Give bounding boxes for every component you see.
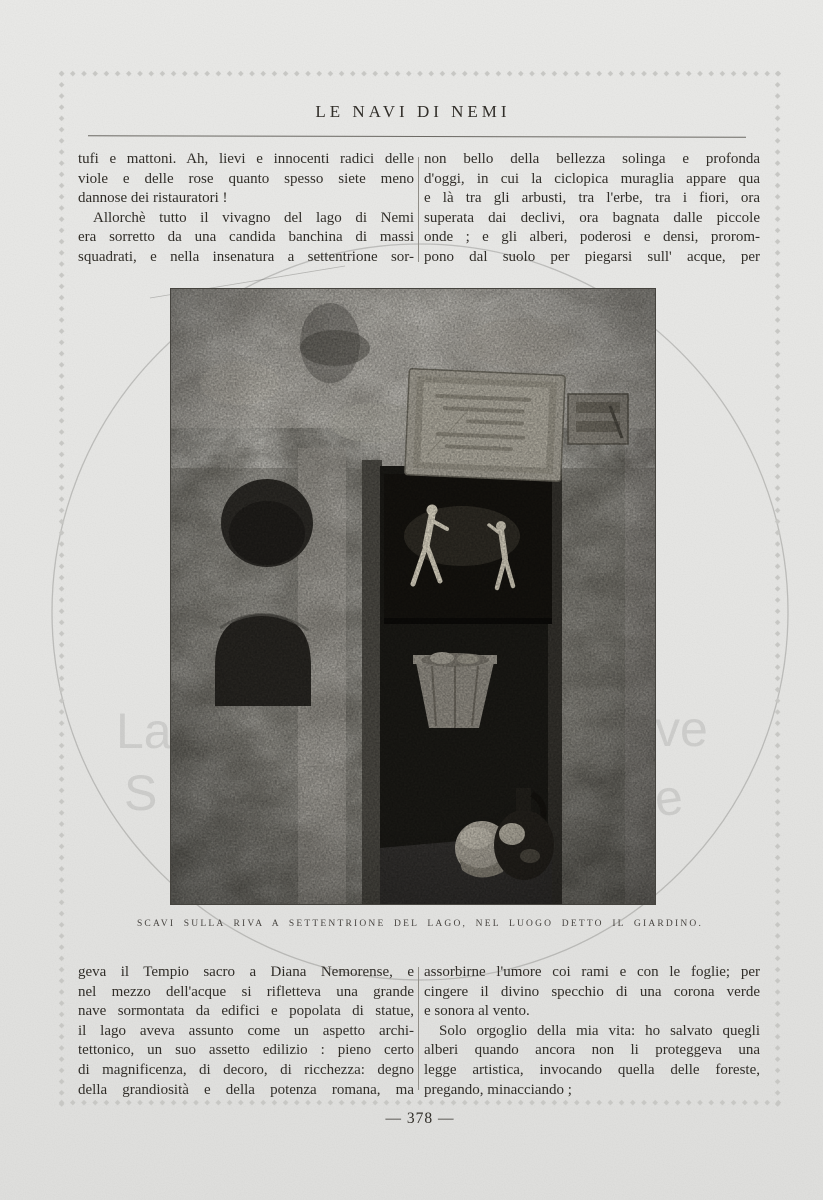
- watermark-text-fragment: re: [634, 768, 687, 830]
- text-line: alberi quando ancora non li proteggeva una: [424, 1042, 760, 1059]
- text-line: il lago aveva assunto come un aspetto archi-: [78, 1022, 414, 1039]
- watermark-text-fragment: La: [116, 703, 172, 759]
- watermark-text-fragment: S: [124, 765, 158, 821]
- text-line: nel mezzo dell'acque si rifletteva una grande: [78, 983, 414, 1000]
- text-line: onde ; e gli alberi, poderosi e densi, prorom-: [424, 229, 760, 246]
- column-divider: [418, 157, 419, 262]
- text-line: viole e delle rose quanto spesso siete meno: [78, 170, 414, 187]
- photo-caption: SCAVI SULLA RIVA A SETTENTRIONE DEL LAGO, NEL LUOGO DETTO IL GIARDINO.: [136, 919, 704, 929]
- text-line: e sonora al vento.: [424, 1003, 530, 1020]
- text-line: superata dai declivi, ora bagnata dalle piccole: [424, 209, 760, 226]
- text-line: non bello della bellezza solinga e profonda: [424, 151, 760, 167]
- text-line: geva il Tempio sacro a Diana Nemorense, e: [78, 964, 414, 980]
- text-line: di magnificenza, di decoro, di ricchezza: degno: [78, 1061, 414, 1078]
- text-line: assorbirne l'umore coi rami e con le foglie; per: [424, 964, 760, 980]
- text-line: era sorretto da una candida banchina di massi: [78, 229, 414, 246]
- text-line: Allorchè tutto il vivagno del lago di Nemi: [93, 209, 414, 226]
- column-divider: [418, 967, 419, 1090]
- text-line: della grandiosità e della potenza romana, ma: [78, 1081, 414, 1098]
- text-line: tufi e mattoni. Ah, lievi e innocenti radici delle: [78, 151, 414, 167]
- text-line: nave sormontata da edifici e popolata di statue,: [78, 1003, 414, 1020]
- photo-vignette: [170, 288, 656, 905]
- text-line: d'oggi, in cui la ciclopica muraglia appare qua: [424, 170, 760, 187]
- text-line: pono dal suolo per piegarsi sull' acque, per: [424, 248, 760, 265]
- text-line: dannose dei ristauratori !: [78, 190, 228, 207]
- page-number: — 378 —: [385, 1110, 455, 1127]
- excavation-photo: [170, 288, 656, 905]
- text-column-top-right: [424, 150, 760, 268]
- text-column-bottom-right: [424, 963, 760, 1100]
- text-line: e là tra gli arbusti, tra l'erbe, tra i fiori, ora: [424, 190, 760, 207]
- text-column-top-left: [78, 150, 414, 268]
- text-line: pregando, minacciando ;: [424, 1081, 572, 1098]
- text-line: legge artistica, invocando quella delle foreste,: [424, 1061, 760, 1078]
- text-line: Solo orgoglio della mia vita: ho salvato quegli: [439, 1022, 760, 1039]
- text-line: tettonico, un suo assetto edilizio : pieno certo: [78, 1042, 414, 1059]
- text-column-bottom-left: [78, 963, 414, 1100]
- text-line: squadrati, e nella insenatura a settentrione sor-: [78, 248, 414, 265]
- text-line: cingere il divino specchio di una corona verde: [424, 983, 760, 1000]
- page-header-title: LE NAVI DI NEMI: [315, 102, 511, 121]
- watermark-text-fragment: ve: [655, 701, 708, 757]
